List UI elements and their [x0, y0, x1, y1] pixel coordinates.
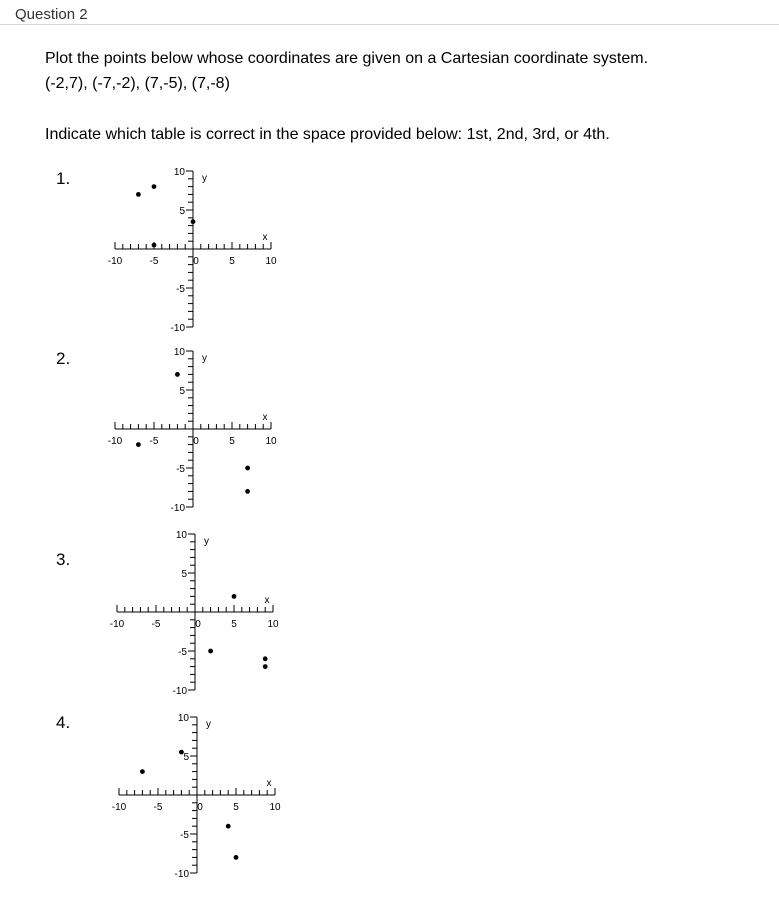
x-tick-label: -5	[149, 256, 159, 267]
x-tick-label: -5	[153, 802, 163, 813]
x-tick-label: 10	[265, 256, 277, 267]
option-4-plot	[104, 713, 304, 886]
data-point	[226, 824, 231, 829]
y-tick-label: -10	[170, 503, 185, 514]
y-tick-label: 5	[181, 569, 187, 580]
data-point	[136, 192, 141, 197]
x-tick-label: -10	[111, 802, 127, 813]
data-point	[152, 243, 157, 248]
y-tick-label: -10	[172, 686, 187, 697]
option-2-label: 2.	[56, 349, 71, 368]
data-point	[245, 489, 250, 494]
x-tick-label: 0	[193, 436, 199, 447]
x-tick-label: 5	[229, 436, 235, 447]
data-point	[208, 649, 213, 654]
x-tick-label: -10	[107, 256, 123, 267]
y-tick-label: 5	[183, 752, 189, 763]
y-tick-label: -5	[178, 647, 187, 658]
question-instruction: Plot the points below whose coordinates are given on a Cartesian coordinate system.	[45, 50, 649, 67]
option-3-plot	[102, 530, 302, 703]
y-axis-label: y	[202, 353, 207, 364]
option-1-plot	[100, 167, 300, 340]
x-tick-label: 10	[267, 619, 279, 630]
question-points: (-2,7), (-7,-2), (7,-5), (7,-8)	[45, 75, 230, 92]
option-3-label: 3.	[56, 550, 71, 569]
y-axis-label: y	[204, 536, 209, 547]
data-point	[175, 372, 180, 377]
x-axis-label: x	[262, 412, 268, 423]
x-tick-label: 0	[193, 256, 199, 267]
x-tick-label: 5	[231, 619, 237, 630]
option-4-label: 4.	[56, 713, 71, 732]
y-tick-label: 10	[177, 713, 189, 724]
option-1-label: 1.	[56, 169, 71, 188]
data-point	[234, 855, 239, 860]
x-tick-label: -10	[107, 436, 123, 447]
x-tick-label: 10	[265, 436, 277, 447]
data-point	[152, 184, 157, 189]
y-tick-label: -10	[170, 323, 185, 334]
data-point	[245, 466, 250, 471]
x-tick-label: 10	[269, 802, 281, 813]
x-tick-label: 5	[229, 256, 235, 267]
x-axis-label: x	[264, 595, 270, 606]
x-tick-label: 0	[195, 619, 201, 630]
x-tick-label: 5	[233, 802, 239, 813]
data-point	[140, 769, 145, 774]
x-tick-label: 0	[197, 802, 203, 813]
option-2-plot	[100, 347, 300, 520]
x-axis-label: x	[262, 232, 268, 243]
question-header	[0, 0, 779, 25]
x-tick-label: -10	[109, 619, 125, 630]
y-tick-label: -5	[176, 464, 185, 475]
data-point	[136, 442, 141, 447]
y-tick-label: 10	[173, 167, 185, 178]
y-tick-label: 5	[179, 386, 185, 397]
y-axis-label: y	[202, 173, 207, 184]
x-axis-label: x	[266, 778, 272, 789]
question-ask: Indicate which table is correct in the space provided below: 1st, 2nd, 3rd, or 4th.	[45, 126, 610, 143]
y-tick-label: 10	[173, 347, 185, 358]
data-point	[263, 656, 268, 661]
y-tick-label: -5	[180, 830, 189, 841]
y-tick-label: 10	[175, 530, 187, 541]
data-point	[232, 594, 237, 599]
y-tick-label: -5	[176, 284, 185, 295]
data-point	[263, 664, 268, 669]
data-point	[191, 219, 196, 224]
y-axis-label: y	[206, 719, 211, 730]
y-tick-label: -10	[174, 869, 189, 880]
x-tick-label: -5	[151, 619, 161, 630]
y-tick-label: 5	[179, 206, 185, 217]
question-title: Question 2	[15, 6, 88, 23]
x-tick-label: -5	[149, 436, 159, 447]
data-point	[179, 750, 184, 755]
